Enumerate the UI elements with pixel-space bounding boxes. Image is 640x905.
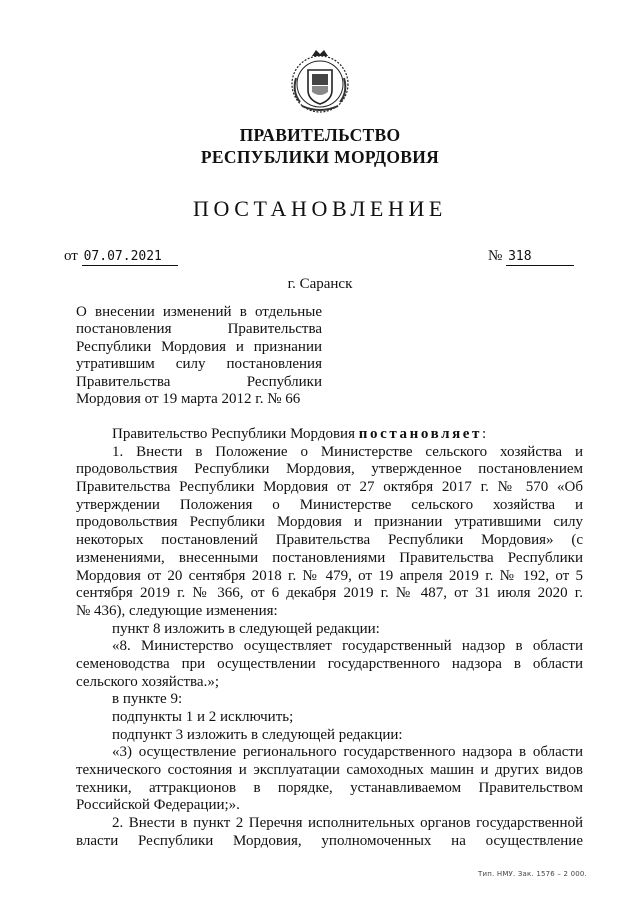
intro-text: Правительство Республики Мордовия (112, 426, 355, 442)
body-line: сентября 2019 г. № 366, от 6 декабря 2019 г. № 487, от 31 июля 2020 г. (76, 585, 583, 602)
number-prefix: № (488, 248, 503, 264)
intro-line (76, 426, 583, 444)
body-line: утверждении Положения о Министерстве сельского хозяйства и (76, 496, 583, 513)
body-line: некоторых постановлений Правительства Республики Мордовия» (с (76, 532, 583, 549)
coat-of-arms-emblem (286, 48, 354, 116)
document-body (76, 426, 583, 851)
body-line: продовольствия Республики Мордовия, утвержденное постановлением (76, 461, 583, 478)
intro-decree-word: постановляет (358, 426, 483, 442)
subject-line: постановления Правительства (76, 321, 322, 338)
body-line: Правительства Республики Мордовия от 27 октября 2017 г. № 570 «Об (76, 479, 583, 496)
body-line: продовольствия Республики Мордовия и признании утратившими силу (76, 514, 583, 531)
body-line: № 436), следующие изменения: (76, 602, 278, 619)
print-mark: Тип. НМУ. Зак. 1576 – 2 000. (478, 870, 587, 878)
government-title-line2: РЕСПУБЛИКИ МОРДОВИЯ (200, 147, 440, 167)
number-field (488, 246, 574, 266)
body-line: в пункте 9: (112, 691, 183, 708)
document-number: 318 (506, 249, 574, 266)
document-date: 07.07.2021 (82, 249, 178, 266)
body-line: власти Республики Мордовия, уполномоченных на осуществление (76, 832, 583, 849)
body-line: Российской Федерации;». (76, 797, 240, 814)
city-label: г. Саранск (287, 276, 353, 292)
date-field (64, 246, 178, 266)
body-line: семеноводства при осуществлении государственного надзора в области (76, 655, 583, 672)
government-title-line1: ПРАВИТЕЛЬСТВО (239, 125, 401, 145)
body-line: подпункты 1 и 2 исключить; (112, 709, 294, 725)
subject-line: Мордовия от 19 марта 2012 г. № 66 (76, 390, 301, 407)
body-line: изменениями, внесенными постановлениями Правительства Республики (76, 549, 583, 566)
body-line: технического состояния и эксплуатации самоходных машин и других видов (76, 762, 583, 779)
body-line: «3) осуществление регионального государственного надзора в области (112, 744, 583, 761)
body-line: 1. Внести в Положение о Министерстве сельского хозяйства и (112, 443, 583, 460)
date-prefix: от (64, 248, 78, 264)
document-type-title: ПОСТАНОВЛЕНИЕ (193, 196, 447, 221)
subject-line: Республики Мордовия и признании (76, 338, 322, 355)
body-line: сельского хозяйства.»; (76, 673, 219, 690)
body-line: Мордовия от 20 сентября 2018 г. № 479, от 19 апреля 2019 г. № 192, от 5 (76, 567, 583, 584)
subject-block (76, 304, 322, 408)
subject-line: О внесении изменений в отдельные (76, 304, 322, 320)
body-line: техники, аттракционов в порядке, устанавливаемом Правительством (76, 779, 583, 796)
body-line: подпункт 3 изложить в следующей редакции: (112, 726, 403, 743)
body-line: «8. Министерство осуществляет государственный надзор в области (112, 638, 583, 655)
intro-colon: : (482, 426, 487, 442)
body-line: пункт 8 изложить в следующей редакции: (112, 620, 380, 637)
subject-line: Правительства Республики (76, 373, 322, 390)
body-line: 2. Внести в пункт 2 Перечня исполнительных органов государственной (112, 815, 583, 832)
subject-line: утратившим силу постановления (76, 356, 322, 373)
